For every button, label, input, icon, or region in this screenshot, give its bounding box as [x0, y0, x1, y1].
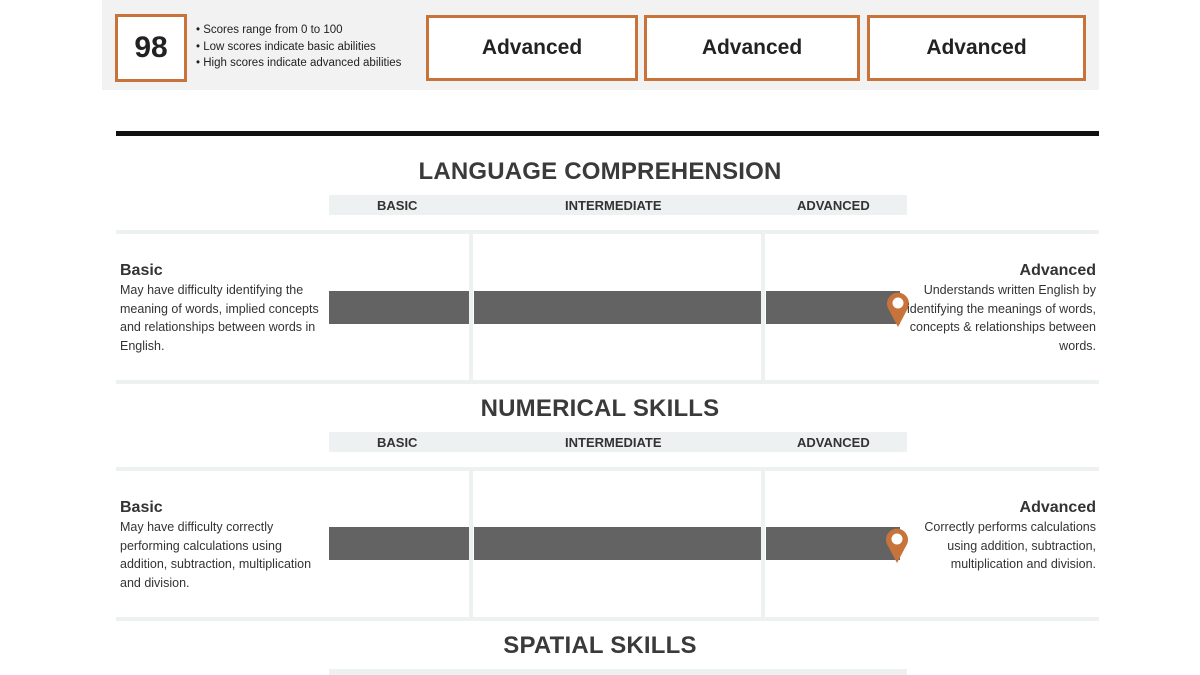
advanced-description	[896, 261, 1096, 355]
score-bar-basic	[329, 291, 469, 324]
level-label: Advanced	[701, 36, 803, 59]
scale-label-basic: BASIC	[377, 435, 418, 450]
level-box	[426, 15, 638, 81]
section-rule	[116, 131, 1099, 136]
section-title: SPATIAL SKILLS	[503, 632, 697, 659]
scale-label-intermediate: INTERMEDIATE	[565, 435, 662, 450]
score-bar-advanced	[766, 291, 900, 324]
score-bar-intermediate	[474, 527, 761, 560]
score-bar-advanced	[766, 527, 900, 560]
section-language-comprehension	[0, 158, 1200, 388]
basic-description	[120, 498, 320, 592]
basic-description	[120, 261, 320, 355]
basic-text: May have difficulty correctly performing calculations using addition, subtraction, multiplication and division.	[120, 520, 312, 590]
grid-line	[116, 380, 1099, 384]
score-note: • High scores indicate advanced abilities	[196, 57, 402, 69]
scale-header	[329, 432, 907, 452]
score-bar-basic	[329, 527, 469, 560]
basic-heading: Basic	[120, 262, 163, 279]
grid-line	[116, 230, 1099, 234]
scale-label-advanced: ADVANCED	[797, 435, 870, 450]
scale-label-advanced: ADVANCED	[797, 198, 870, 213]
basic-heading: Basic	[120, 499, 163, 516]
level-label: Advanced	[926, 36, 1027, 59]
grid-line	[116, 617, 1099, 621]
scale-header	[329, 669, 907, 675]
advanced-text: Understands written English by identifying the meanings of words, concepts & relationships between words.	[907, 283, 1096, 353]
score-note: • Scores range from 0 to 100	[196, 24, 343, 36]
score-notes	[196, 22, 401, 72]
overall-score-value: 98	[134, 31, 168, 64]
grid-line	[116, 467, 1099, 471]
section-spatial-skills	[0, 632, 1200, 675]
level-box	[644, 15, 860, 81]
score-bar-intermediate	[474, 291, 761, 324]
scale-header	[329, 195, 907, 215]
advanced-text: Correctly performs calculations using addition, subtraction, multiplication and division.	[924, 520, 1096, 571]
section-title: LANGUAGE COMPREHENSION	[418, 158, 782, 185]
level-label: Advanced	[481, 36, 583, 59]
section-title: NUMERICAL SKILLS	[480, 395, 720, 422]
basic-text: May have difficulty identifying the meaning of words, implied concepts and relationships between words in English.	[120, 283, 319, 353]
advanced-heading: Advanced	[1019, 262, 1096, 279]
level-box	[867, 15, 1086, 81]
grid-divider	[761, 234, 765, 380]
grid-divider	[469, 471, 473, 617]
grid-divider	[469, 234, 473, 380]
overall-score-box	[115, 14, 187, 82]
advanced-heading: Advanced	[1019, 499, 1096, 516]
scale-label-intermediate: INTERMEDIATE	[565, 198, 662, 213]
grid-divider	[761, 471, 765, 617]
advanced-description	[896, 498, 1096, 574]
score-note: • Low scores indicate basic abilities	[196, 40, 376, 53]
section-numerical-skills	[0, 395, 1200, 625]
scale-label-basic: BASIC	[377, 198, 418, 213]
